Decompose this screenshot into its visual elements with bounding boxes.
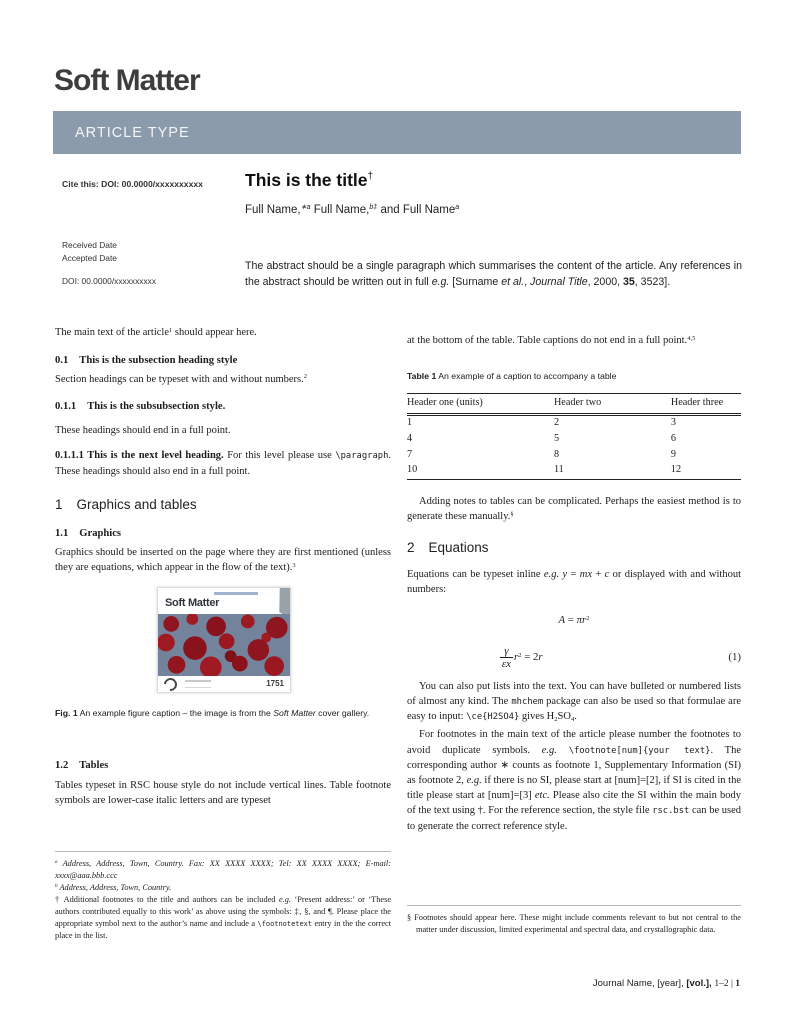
heading-subsection: 0.1 This is the subsection heading style [55,355,238,367]
equation-area: $A = \pi r^2$ [558,614,590,627]
cover-issue-number: 1751 [266,679,284,689]
heading-section-2: 2 Equations [407,540,489,556]
heading-graphics: 1.1 Graphics [55,528,122,540]
heading-tables: 1.2 Tables [55,759,109,771]
table-header-three: Header three [671,393,741,414]
paragraph-next-level: 0.1.1.1 This is the next level heading. For this level please use \paragraph. These headings should also end in a full point. [55,450,391,477]
abstract: The abstract should be a single paragraph which summarises the content of the article. Any references in the abstract should be written out in full e.g. [Surname et al., Journal Title, 2000, 35, 3523]. [245,260,742,289]
intro-paragraph: The main text of the article$^1$ should appear here. [55,326,257,338]
footnote-rule [55,851,391,852]
heading-section-1: 1 Graphics and tables [55,496,197,512]
footnote-address-b: $^b$ Address, Address, Town, Country. [55,883,172,893]
paragraph-footnote-advice: For footnotes in the main text of the article please number the footnotes to avoid duplicate symbols. e.g. \footnote[num]{your text}. The corresponding author ∗ counts as footnote 1, Supplementary Information (SI) as footnote 2, e.g. if there is no SI, please start at [num]=[2], if SI is cited in the title please start at [num]=[3] etc. Please also cite the SI within the main body of the text using †. For the reference section, the style file rsc.bst can be used to generate the correct reference style. [407,729,741,832]
doi-line: DOI: 00.0000/xxxxxxxxxx [62,276,157,286]
footnote-section-symbol: § Footnotes should appear here. These might include comments relevant to but not central to the matter under discussion, limited experimental and spectral data, and crystallographic data. [407,913,741,935]
received-date-label: Received Date [62,240,117,250]
equation-1 [407,645,741,671]
rsc-logo-icon [161,675,179,693]
table-row: 4 5 6 [407,432,676,444]
table-header-row [407,393,741,414]
cite-doi-line: Cite this: DOI: 00.0000/xxxxxxxxxx [62,179,203,189]
cover-micrograph [158,614,290,676]
table-row: 1 2 3 [407,417,676,429]
title-footnote-mark: † [367,171,374,182]
footnote-address-a: $^a$ Address, Address, Town, Country. Fax: XX XXXX XXXX; Tel: XX XXXX XXXX; E-mail: xxxx@aaa.bbb.ccc [55,859,391,881]
footnote-rule [407,905,741,906]
fraction: $\frac{\gamma}{\varepsilon x}$ [501,644,511,671]
page-footer: Journal Name, [year], [vol.], 1–2 | 1 [592,978,740,989]
accepted-date-label: Accepted Date [62,253,117,263]
table-1-caption: Table 1 An example of a caption to accompany a table [407,371,617,382]
author-line: Full Name,$^{∗a}$ Full Name,$^{b\ddagger}$ and Full Name$^a$ [245,203,460,216]
table-header-one: Header one (units) [407,393,554,414]
table-row: 7 8 9 [407,448,676,460]
article-type-banner [53,111,741,154]
paragraph-section-headings: Section headings can be typeset with and without numbers.$^2$ [55,373,307,385]
heading-subsubsection: 0.1.1 This is the subsubsection style. [55,400,226,412]
journal-logo: Soft Matter [54,64,200,97]
paragraph-tables: Tables typeset in RSC house style do not include vertical lines. Table footnote symbols are lower-case italic letters and are typeset [55,780,391,807]
figure-1 [157,587,289,693]
equation-1-number: (1) [728,650,741,663]
figure-1-caption: Fig. 1 An example figure caption – the image is from the Soft Matter cover gallery. [55,708,370,719]
article-title: This is the title† [245,170,374,190]
paragraph-full-point: These headings should end in a full point. [55,425,231,437]
left-column [55,325,391,809]
table-header-two: Header two [554,393,671,414]
right-footnotes [407,905,741,936]
right-column [407,325,741,834]
footnote-dagger: † Additional footnotes to the title and authors can be included e.g. ‘Present address:’ or ‘These authors contributed equally to this work’ as above using the symbols: ‡, §, and ¶. Please place the appropriate symbol next to the author’s name and include a \footnotetext entry in the the correct place in the list. [55,895,392,941]
cover-masthead: Soft Matter [165,597,220,610]
table-1 [407,393,741,480]
table-row: 10 11 12 [407,464,682,476]
equation-1-body: $\frac{\gamma}{\varepsilon x}$ $r^2 = 2r$ [501,644,543,671]
left-footnotes [55,851,391,942]
paragraph-lists: You can also put lists into the text. You can have bulleted or numbered lists of almost any kind. The mhchem package can also be used so that formulae are easy to input: \ce{H2SO4} gives H2SO4. [407,680,741,723]
paragraph-table-continuation: at the bottom of the table. Table captions do not end in a full point.$^{4,5}$ [407,334,696,346]
paragraph-equations-intro: Equations can be typeset inline e.g. y = mx + c or displayed with and without numbers: [407,568,742,595]
paragraph-graphics: Graphics should be inserted on the page where they are first mentioned (unless they are equations, which appear in the flow of the text).$^3$ [55,546,391,573]
cover-url-text [214,592,258,595]
cover-publisher-text [185,680,211,688]
article-type-label: ARTICLE TYPE [75,124,190,141]
journal-cover-image [157,587,291,693]
cover-footer-strip [158,676,290,692]
paragraph-table-notes: Adding notes to tables can be complicated. Perhaps the easiest method is to generate these manually.§ [407,495,741,522]
